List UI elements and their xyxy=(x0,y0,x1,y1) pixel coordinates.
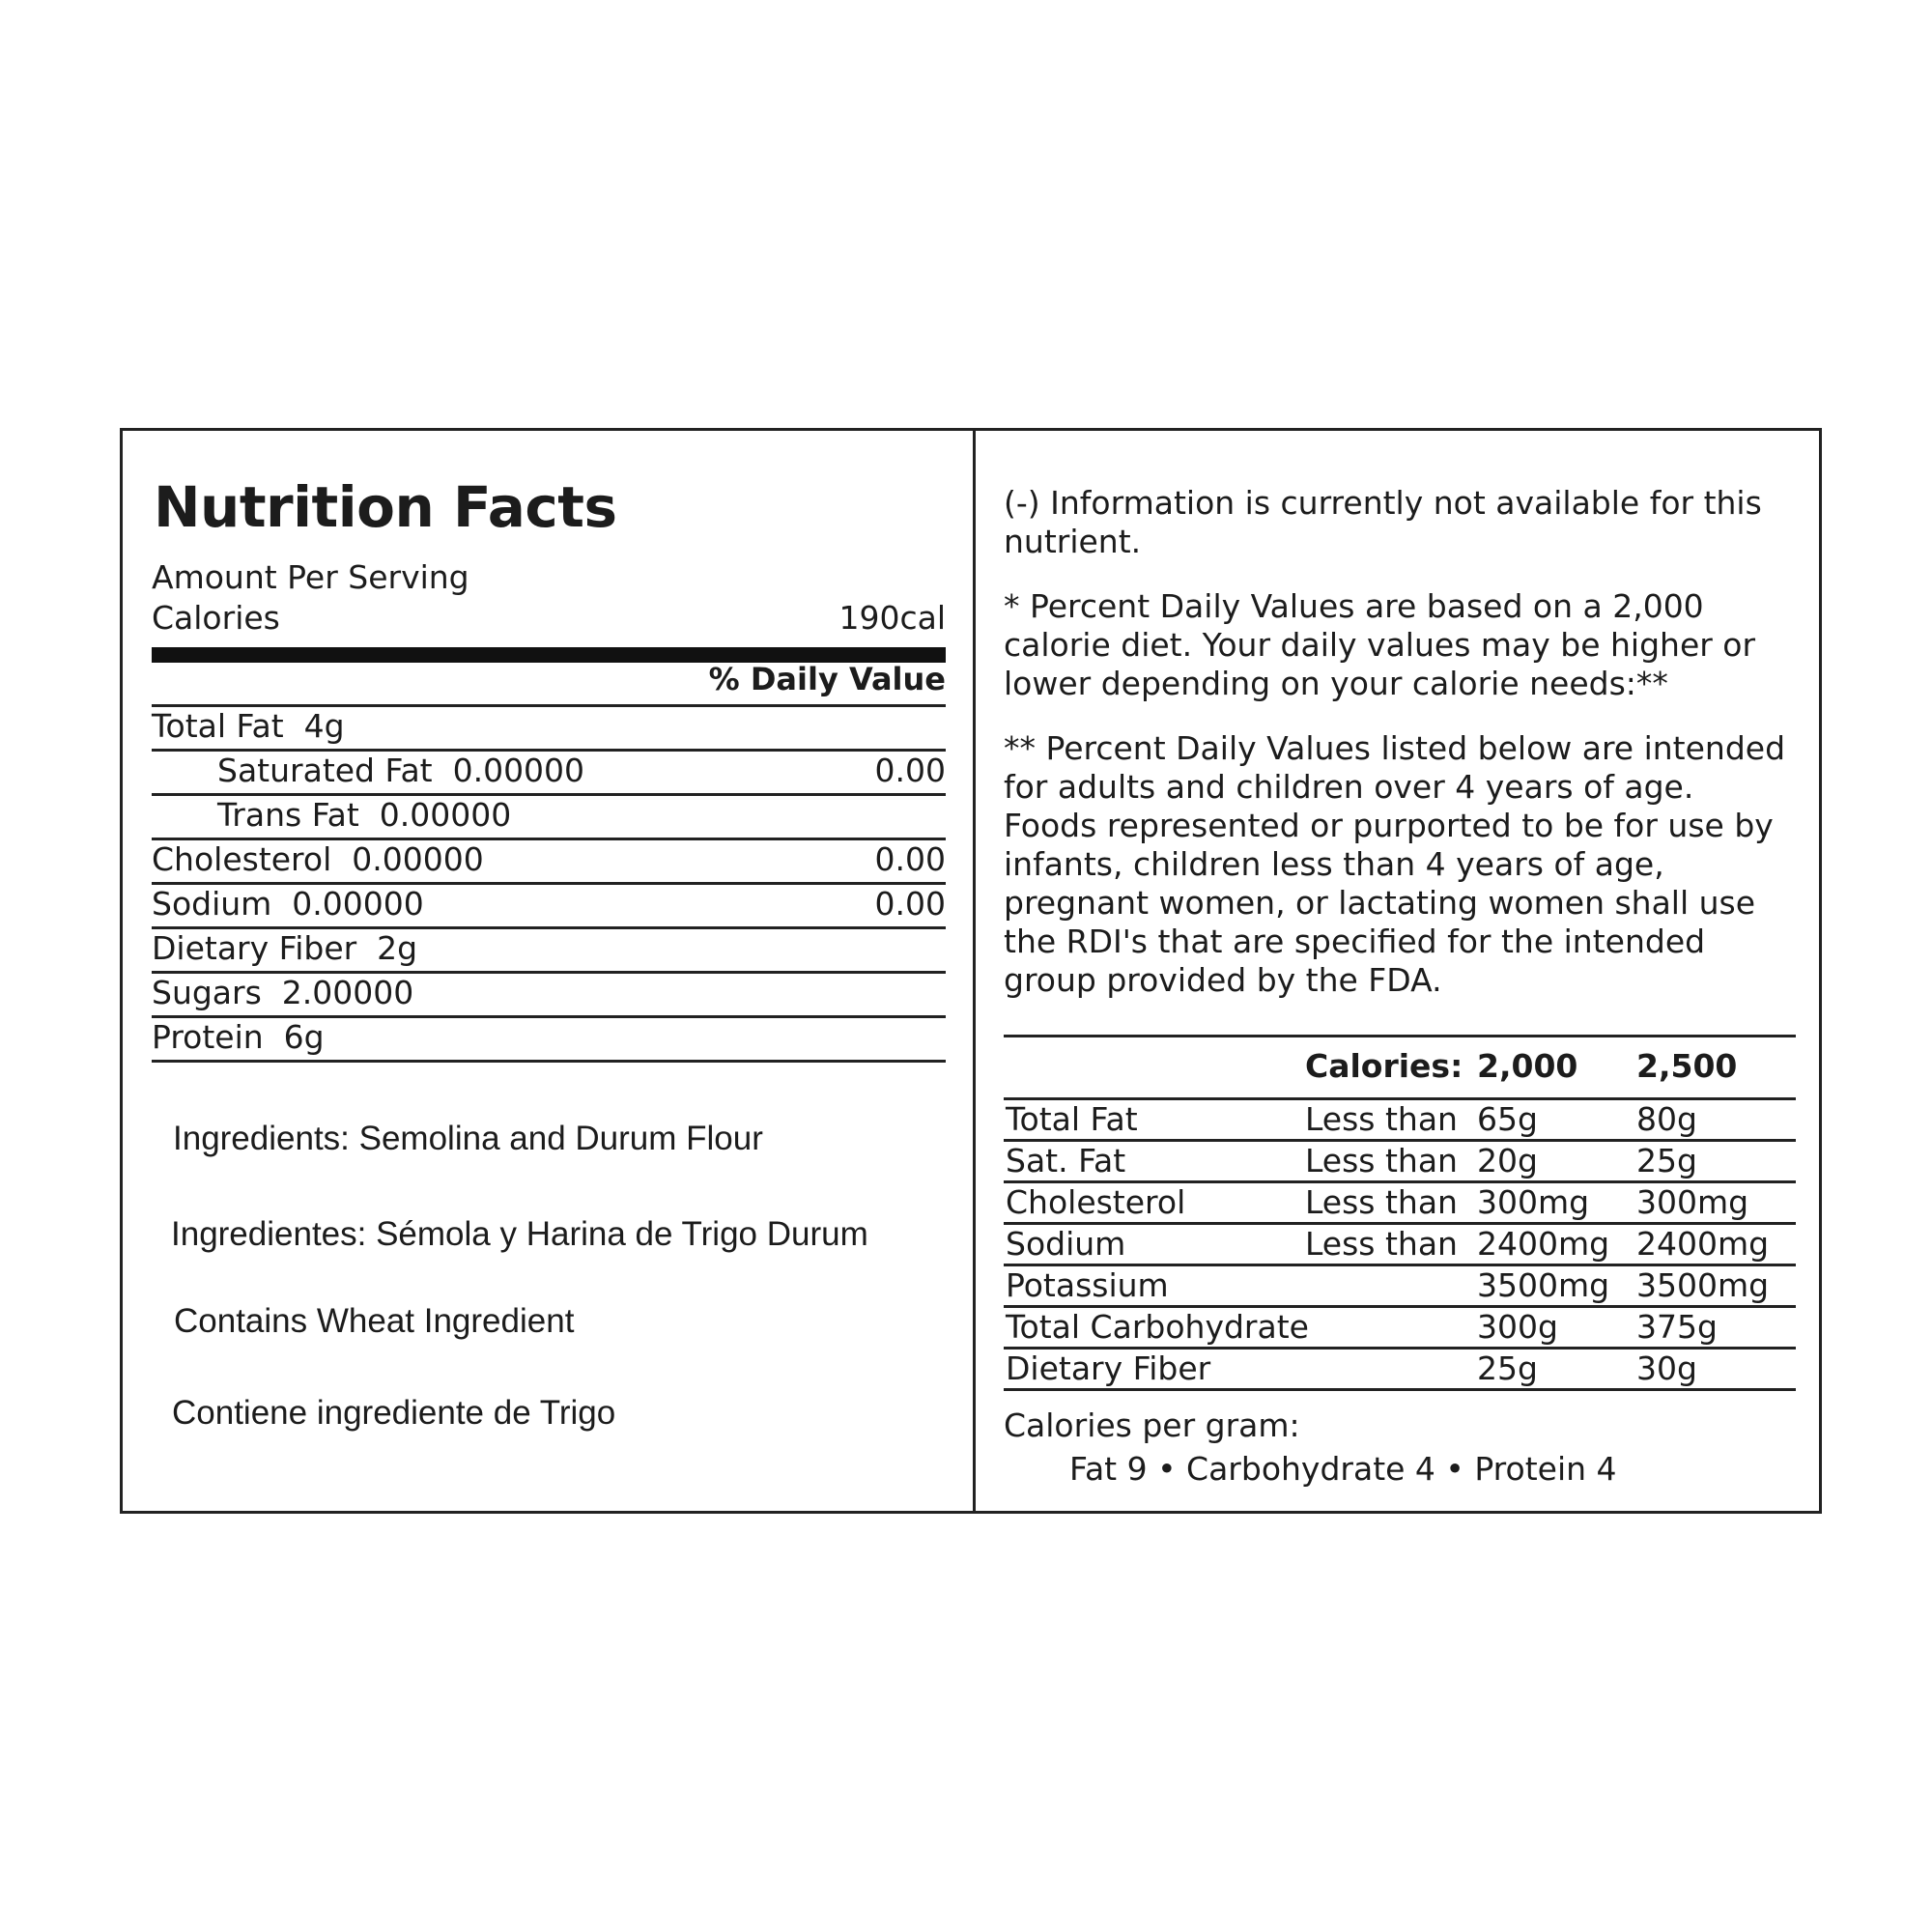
header-cell: 2,000 xyxy=(1477,1047,1578,1085)
allergen-english: Contains Wheat Ingredient xyxy=(174,1302,575,1340)
calories-value: 190cal xyxy=(838,599,946,637)
table-cell: 20g xyxy=(1477,1142,1538,1179)
nutrient-dv: 0.00 xyxy=(874,885,946,923)
nutrient-row xyxy=(152,882,946,926)
table-cell: Less than xyxy=(1305,1183,1458,1221)
nutrient-name: Sugars 2.00000 xyxy=(152,974,414,1011)
table-cell: Total Carbohydrate xyxy=(1006,1308,1309,1346)
nutrition-facts-panel xyxy=(152,431,946,1511)
table-cell: 300g xyxy=(1477,1308,1558,1346)
table-cell: Potassium xyxy=(1006,1266,1169,1304)
table-row xyxy=(1004,1350,1796,1391)
nutrient-name: Trans Fat 0.00000 xyxy=(217,796,512,834)
calories-row xyxy=(152,599,946,641)
table-cell: 300mg xyxy=(1477,1183,1590,1221)
table-cell: 80g xyxy=(1636,1100,1697,1138)
nutrient-row xyxy=(152,838,946,882)
not-available-note: (-) Information is currently not available for this nutrient. xyxy=(1004,484,1762,560)
table-cell: 2400mg xyxy=(1636,1225,1770,1263)
panel-divider xyxy=(973,431,976,1511)
nutrient-row xyxy=(152,793,946,838)
table-cell: 25g xyxy=(1477,1350,1538,1387)
amount-per-serving: Amount Per Serving xyxy=(152,558,469,596)
percent-dv-note: * Percent Daily Values are based on a 2,000 calorie diet. Your daily values may be higher or lower depending on your calorie needs:** xyxy=(1004,587,1756,702)
daily-value-header: % Daily Value xyxy=(708,661,946,697)
table-cell: Cholesterol xyxy=(1006,1183,1186,1221)
nutrient-name: Cholesterol 0.00000 xyxy=(152,840,484,878)
table-cell: 300mg xyxy=(1636,1183,1749,1221)
reference-table-header xyxy=(1004,1037,1796,1100)
table-cell: Total Fat xyxy=(1006,1100,1138,1138)
table-cell: Less than xyxy=(1305,1225,1458,1263)
table-cell: Less than xyxy=(1305,1100,1458,1138)
table-cell: Less than xyxy=(1305,1142,1458,1179)
header-cell: Calories: xyxy=(1305,1047,1463,1085)
calories-per-gram-label: Calories per gram: xyxy=(1004,1406,1300,1444)
nutrient-name: Sodium 0.00000 xyxy=(152,885,424,923)
nutrient-row xyxy=(152,749,946,793)
nutrient-dv: 0.00 xyxy=(874,840,946,878)
ingredients-spanish: Ingredientes: Sémola y Harina de Trigo Durum xyxy=(171,1215,868,1253)
nutrient-row xyxy=(152,971,946,1015)
nutrition-facts-title: Nutrition Facts xyxy=(154,474,617,540)
table-cell: 30g xyxy=(1636,1350,1697,1387)
calories-per-gram-detail: Fat 9 • Carbohydrate 4 • Protein 4 xyxy=(1069,1450,1617,1488)
table-cell: Sat. Fat xyxy=(1006,1142,1126,1179)
table-cell: 25g xyxy=(1636,1142,1697,1179)
nutrient-list xyxy=(152,704,946,1063)
calories-label: Calories xyxy=(152,599,280,637)
rdi-note: ** Percent Daily Values listed below are intended for adults and children over 4 years of age. Foods represented or purported to be for use by infants, children less than 4 years of age, pregnant women, or lactating women shall use the RDI's that are specified for the intended group provided by the FDA. xyxy=(1004,729,1786,999)
table-row xyxy=(1004,1266,1796,1308)
table-row xyxy=(1004,1183,1796,1225)
nutrient-dv: 0.00 xyxy=(874,752,946,789)
table-cell: Sodium xyxy=(1006,1225,1126,1263)
table-cell: 65g xyxy=(1477,1100,1538,1138)
table-cell: 3500mg xyxy=(1636,1266,1770,1304)
nutrient-row xyxy=(152,704,946,749)
table-row xyxy=(1004,1308,1796,1350)
nutrient-row xyxy=(152,926,946,971)
header-cell: 2,500 xyxy=(1636,1047,1738,1085)
nutrient-name: Saturated Fat 0.00000 xyxy=(217,752,585,789)
nutrient-row xyxy=(152,1015,946,1063)
table-row xyxy=(1004,1100,1796,1142)
nutrient-name: Total Fat 4g xyxy=(152,707,345,745)
table-cell: 2400mg xyxy=(1477,1225,1610,1263)
table-row xyxy=(1004,1142,1796,1183)
table-cell: 375g xyxy=(1636,1308,1718,1346)
table-cell: 3500mg xyxy=(1477,1266,1610,1304)
nutrition-label xyxy=(120,428,1822,1514)
ingredients-english: Ingredients: Semolina and Durum Flour xyxy=(173,1120,763,1157)
nutrient-name: Protein 6g xyxy=(152,1018,325,1056)
allergen-spanish: Contiene ingrediente de Trigo xyxy=(172,1394,616,1432)
daily-values-panel xyxy=(1004,431,1796,1511)
table-row xyxy=(1004,1225,1796,1266)
nutrient-name: Dietary Fiber 2g xyxy=(152,929,418,967)
table-cell: Dietary Fiber xyxy=(1006,1350,1211,1387)
reference-table xyxy=(1004,1035,1796,1391)
